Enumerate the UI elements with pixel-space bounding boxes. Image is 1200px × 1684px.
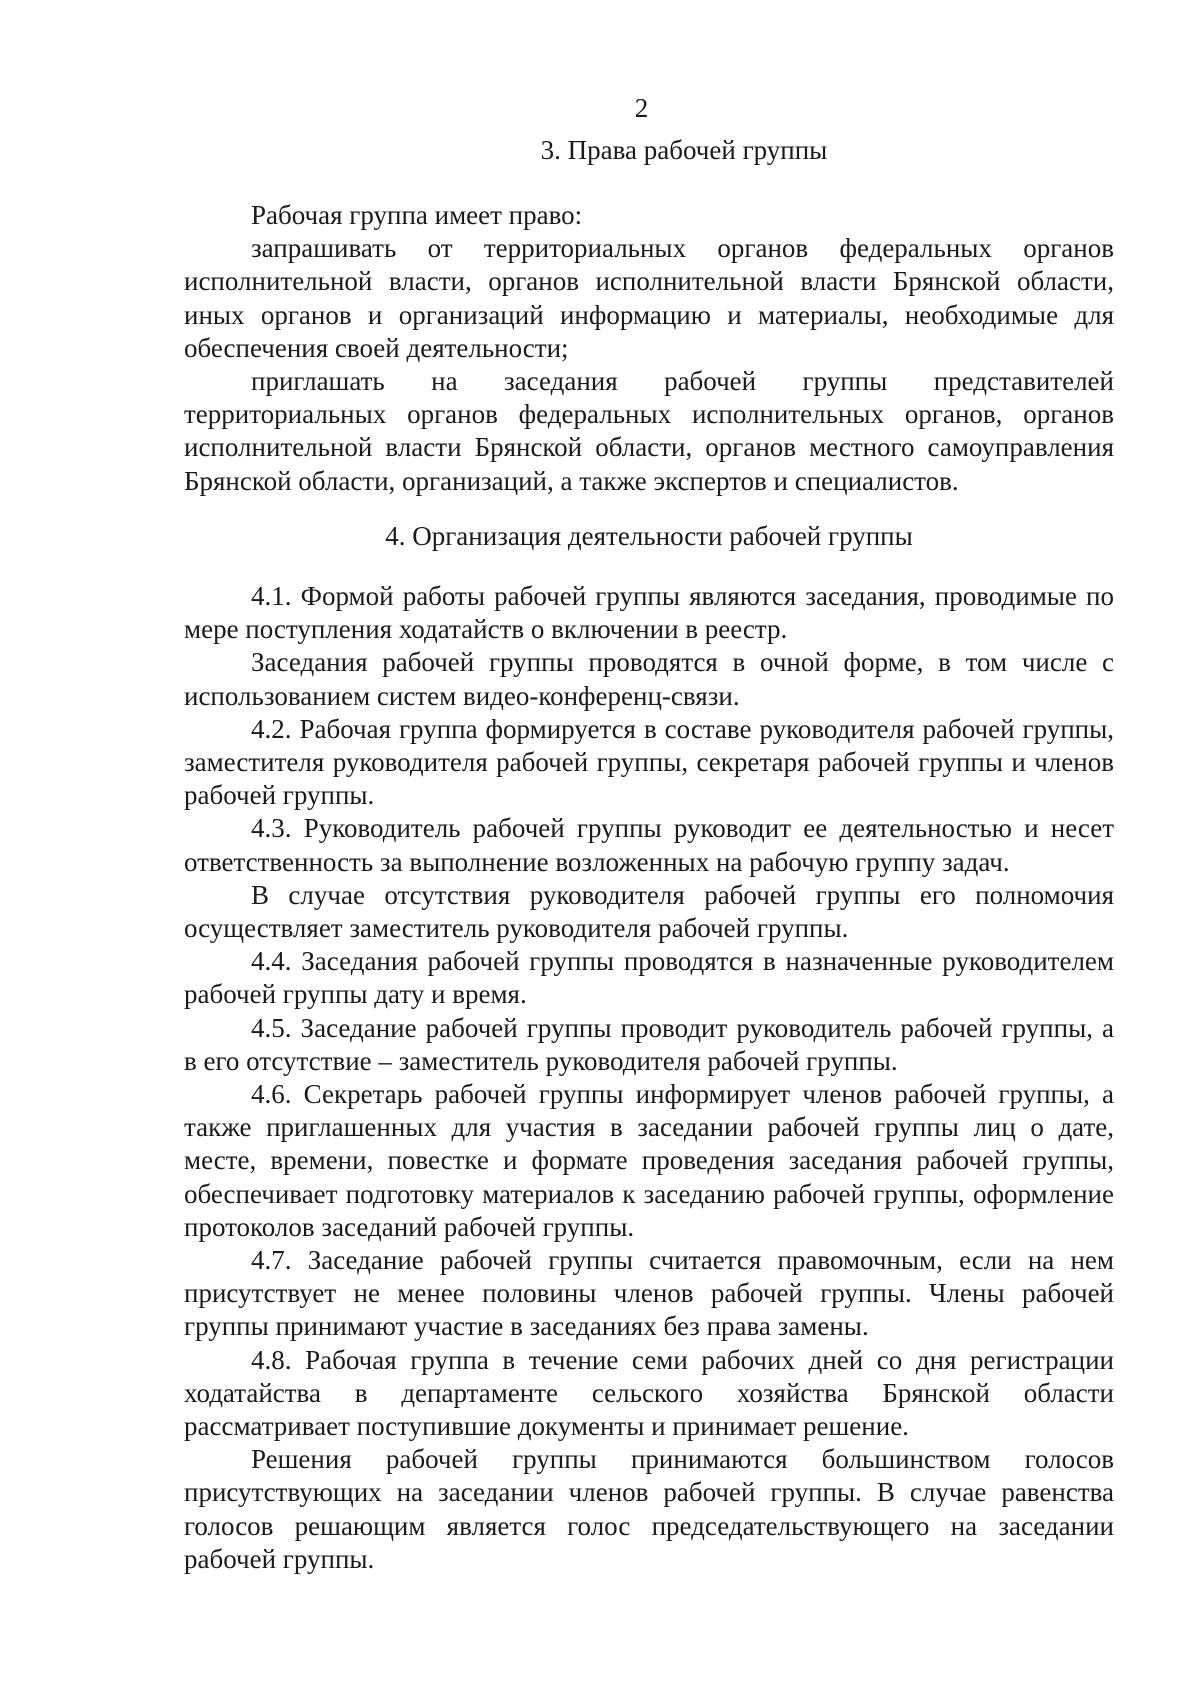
section-4-paragraph: 4.4. Заседания рабочей группы проводятся в назначенные руководителем рабочей группы дату и время.: [184, 946, 1114, 1010]
section-3-paragraph: приглашать на заседания рабочей группы представителей территориальных органов федеральных исполнительных органов, органов исполнительной власти Брянской области, органов местного самоуправления Брянской области, организаций, а также экспертов и специалистов.: [184, 366, 1114, 496]
section-4-paragraph: 4.5. Заседание рабочей группы проводит руководитель рабочей группы, а в его отсутствие – заместитель руководителя рабочей группы.: [184, 1012, 1114, 1076]
section-4-paragraph: 4.2. Рабочая группа формируется в составе руководителя рабочей группы, заместителя руководителя рабочей группы, секретаря рабочей группы и членов рабочей группы.: [184, 713, 1114, 811]
section-3-paragraph: запрашивать от территориальных органов федеральных органов исполнительной власти, органов исполнительной власти Брянской области, иных органов и организаций информацию и материалы, необходимые для обеспечения своей деятельности;: [184, 233, 1114, 363]
section-4-paragraph: Решения рабочей группы принимаются большинством голосов присутствующих на заседании членов рабочей группы. В случае равенства голосов решающим является голос председательствующего на заседании рабочей группы.: [184, 1444, 1114, 1574]
section-3-heading: 3. Права рабочей группы: [540, 135, 828, 165]
section-4-paragraph: 4.8. Рабочая группа в течение семи рабочих дней со дня регистрации ходатайства в департаменте сельского хозяйства Брянской области рассматривает поступившие документы и принимает решение.: [184, 1344, 1114, 1442]
section-3-paragraph: Рабочая группа имеет право:: [251, 200, 583, 230]
page-number: 2: [634, 93, 649, 123]
section-4-body: [184, 580, 1114, 1576]
section-4-paragraph: 4.3. Руководитель рабочей группы руководит ее деятельностью и несет ответственность за выполнение возложенных на рабочую группу задач.: [184, 813, 1114, 877]
section-4-paragraph: Заседания рабочей группы проводятся в очной форме, в том числе с использованием систем видео-конференц-связи.: [184, 647, 1114, 711]
section-4-paragraph: 4.6. Секретарь рабочей группы информирует членов рабочей группы, а также приглашенных для участия в заседании рабочей группы лиц о дате, месте, времени, повестке и формате проведения заседания рабочей группы, обеспечивает подготовку материалов к заседанию рабочей группы, оформление протоколов заседаний рабочей группы.: [184, 1079, 1114, 1242]
section-4-paragraph: 4.7. Заседание рабочей группы считается правомочным, если на нем присутствует не менее половины членов рабочей группы. Члены рабочей группы принимают участие в заседаниях без права замены.: [184, 1245, 1114, 1342]
section-3-body: [184, 199, 1114, 498]
section-4-paragraph: В случае отсутствия руководителя рабочей группы его полномочия осуществляет заместитель руководителя рабочей группы.: [184, 879, 1114, 944]
section-4-paragraph: 4.1. Формой работы рабочей группы являются заседания, проводимые по мере поступления ходатайств о включении в реестр.: [184, 581, 1114, 645]
section-4-heading: 4. Организация деятельности рабочей группы: [385, 521, 913, 551]
